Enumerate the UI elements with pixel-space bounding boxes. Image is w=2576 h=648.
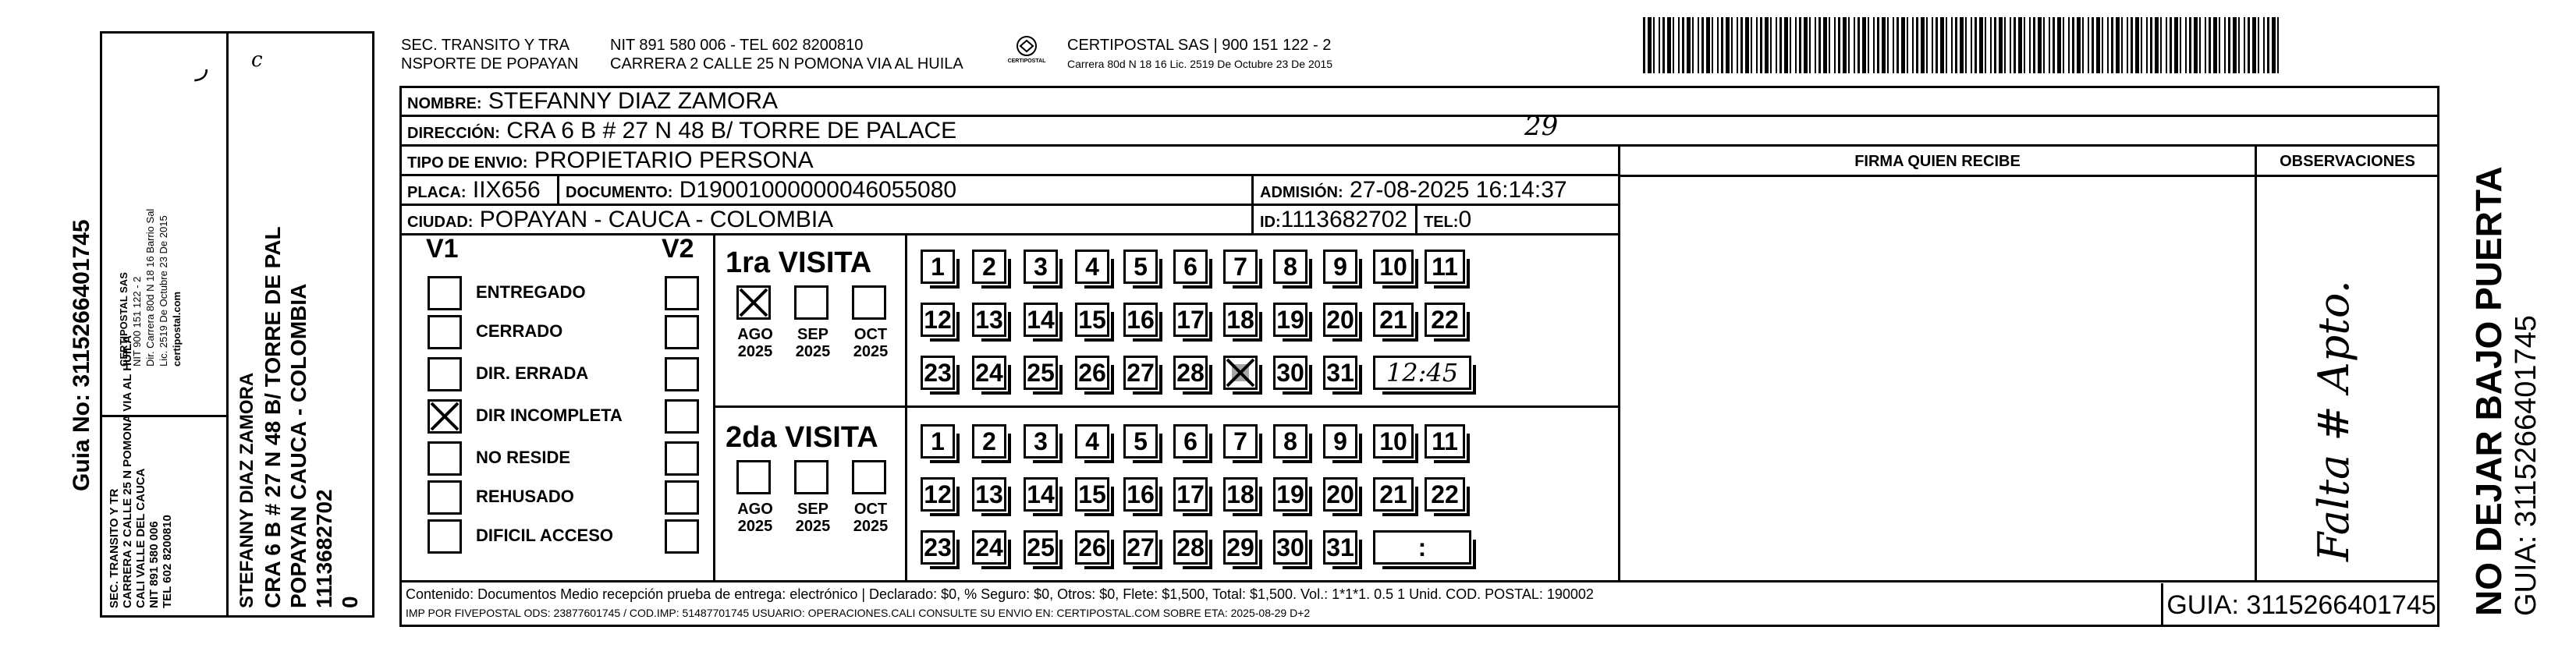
tipo-value: PROPIETARIO PERSONA — [534, 147, 814, 173]
month-checkbox-sep[interactable] — [794, 460, 829, 494]
guia-number-vertical: Guia No: 3115266401745 — [69, 219, 94, 491]
day-cell[interactable]: 15 — [1075, 477, 1109, 512]
status-v1-checkbox[interactable] — [428, 480, 462, 515]
placa-value: IIX656 — [472, 177, 541, 203]
admision-value: 27-08-2025 16:14:37 — [1350, 177, 1567, 203]
day-cell[interactable]: 28 — [1173, 356, 1208, 390]
direccion-value: CRA 6 B # 27 N 48 B/ TORRE DE PALACE — [506, 118, 957, 143]
row-ciudad: CIUDAD: POPAYAN - CAUCA - COLOMBIA ID:1113682702 TEL:0 — [401, 206, 1620, 235]
day-cell[interactable]: 2 — [972, 250, 1006, 284]
month-label: AGO 2025 — [737, 326, 773, 360]
carrier-logo: CERTIPOSTAL — [995, 34, 1058, 70]
status-v2-checkbox[interactable] — [665, 357, 699, 391]
firma-header: FIRMA QUIEN RECIBE — [1620, 148, 2255, 177]
day-cell[interactable]: 5 — [1123, 424, 1158, 459]
day-cell[interactable]: 26 — [1075, 530, 1109, 565]
day-cell[interactable]: 4 — [1075, 250, 1109, 284]
day-cell[interactable]: 30 — [1273, 530, 1308, 565]
footer-line1: Contenido: Documentos Medio recepción prueba de entrega: electrónico | Declarado: $0, % Seguro: $0, Otros: $0, Flete: $1,500, Total: $1,500. Vol.: 1*1*1. 0.5 1 Unid. COD. POSTAL: 190002 — [406, 586, 1594, 602]
status-v2-checkbox[interactable] — [665, 441, 699, 476]
day-cell[interactable]: 27 — [1123, 356, 1158, 390]
stub-sender-block: SEC. TRANSITO Y TR CARRERA 2 CALLE 25 N POMONA VIA AL HUILA CALI VALLE DEL CAUCA NIT 891 580 006 TEL 602 8200810 — [108, 335, 174, 608]
day-cell[interactable]: 6 — [1173, 250, 1208, 284]
status-label: DIFICIL ACCESO — [476, 526, 614, 545]
status-label: DIR INCOMPLETA — [476, 405, 623, 425]
header-nit: NIT 891 580 006 - TEL 602 8200810 CARRERA 2 CALLE 25 N POMONA VIA AL HUILA — [610, 37, 963, 73]
ciudad-value: POPAYAN - CAUCA - COLOMBIA — [479, 207, 834, 232]
day-cell[interactable]: 9 — [1323, 250, 1357, 284]
observacion-handwritten: Falta # Apto. — [2309, 280, 2358, 561]
day-cell[interactable]: 7 — [1223, 250, 1258, 284]
day-cell[interactable]: 25 — [1024, 530, 1058, 565]
day-cell[interactable]: 13 — [972, 303, 1006, 337]
day-cell[interactable]: 15 — [1075, 303, 1109, 337]
day-cell[interactable]: 13 — [972, 477, 1006, 512]
day-cell[interactable]: 14 — [1024, 303, 1058, 337]
day-cell[interactable]: 26 — [1075, 356, 1109, 390]
carrier-logo-icon — [1007, 34, 1046, 58]
status-v2-checkbox[interactable] — [665, 315, 699, 349]
status-v1-checkbox[interactable] — [428, 357, 462, 391]
month-checkbox-oct[interactable] — [852, 285, 886, 320]
status-label: ENTREGADO — [476, 282, 586, 302]
day-cell[interactable]: 25 — [1024, 356, 1058, 390]
day-cell[interactable]: 2 — [972, 424, 1006, 459]
day-cell[interactable]: 19 — [1273, 303, 1308, 337]
form-footer-line — [399, 580, 2439, 582]
day-cell[interactable]: 24 — [972, 356, 1006, 390]
month-label: OCT 2025 — [853, 501, 889, 535]
status-v1-checkbox[interactable] — [428, 276, 462, 310]
day-cell[interactable]: 11 — [1425, 424, 1465, 459]
day-cell[interactable]: 10 — [1373, 250, 1414, 284]
stub-pen-mark-2: c — [251, 48, 263, 72]
day-cell[interactable]: 16 — [1123, 303, 1158, 337]
day-cell[interactable]: 18 — [1223, 303, 1258, 337]
status-v1-checkbox[interactable] — [428, 519, 462, 554]
day-cell[interactable]: 8 — [1273, 424, 1308, 459]
month-checkbox-ago[interactable] — [736, 460, 771, 494]
day-cell[interactable]: 17 — [1173, 303, 1208, 337]
status-v2-checkbox[interactable] — [665, 480, 699, 515]
nombre-value: STEFANNY DIAZ ZAMORA — [488, 88, 779, 114]
status-v1-checkbox[interactable] — [428, 315, 462, 349]
observaciones-header: OBSERVACIONES — [2257, 148, 2438, 177]
row-tipo: TIPO DE ENVIO: PROPIETARIO PERSONA — [401, 147, 1620, 176]
day-cell[interactable]: 31 — [1323, 530, 1357, 565]
header-sender: SEC. TRANSITO Y TRA NSPORTE DE POPAYAN — [401, 37, 579, 73]
day-cell[interactable]: 6 — [1173, 424, 1208, 459]
status-label: NO RESIDE — [476, 448, 571, 467]
day-cell[interactable]: 21 — [1373, 303, 1414, 337]
tel-value: 0 — [1458, 207, 1472, 232]
day-cell[interactable]: 12 — [921, 303, 955, 337]
day-cell[interactable]: 1 — [921, 250, 955, 284]
status-label: CERRADO — [476, 321, 563, 341]
form-divider-obs — [2255, 145, 2257, 582]
day-cell[interactable]: 5 — [1123, 250, 1158, 284]
day-cell[interactable]: 12 — [921, 477, 955, 512]
status-label: DIR. ERRADA — [476, 363, 589, 383]
day-cell[interactable]: 24 — [972, 530, 1006, 565]
day-cell[interactable]: 22 — [1425, 303, 1465, 337]
stub-carrier-block: CERTIPOSTAL SAS NIT 900 151 122 - 2 Dir. Carrera 80d N 18 16 Barrio Sal Lic. 2519 De Octubre 23 De 2015 certipostal.com — [118, 208, 183, 366]
visita2-title: 2da VISITA — [726, 421, 878, 454]
stub-divider — [226, 31, 229, 618]
day-cell[interactable]: 23 — [921, 530, 955, 565]
side-warning: NO DEJAR BAJO PUERTA GUIA: 3115266401745 — [2468, 166, 2542, 616]
month-divider — [905, 235, 907, 580]
v1-label: V1 — [426, 234, 459, 264]
day-cell[interactable]: 30 — [1273, 356, 1308, 390]
footer-guia: GUIA: 3115266401745 — [2161, 583, 2439, 627]
barcode — [1643, 17, 2283, 73]
day-cell[interactable]: 21 — [1373, 477, 1414, 512]
day-cell[interactable]: 16 — [1123, 477, 1158, 512]
day-cell[interactable]: 3 — [1024, 250, 1058, 284]
day-cell[interactable]: 10 — [1373, 424, 1414, 459]
direccion-handwritten: 29 — [1524, 111, 1559, 142]
row-nombre: NOMBRE: STEFANNY DIAZ ZAMORA — [401, 87, 2439, 117]
visita-divider — [713, 405, 1618, 408]
day-cell[interactable]: 20 — [1323, 303, 1357, 337]
day-cell[interactable]: 3 — [1024, 424, 1058, 459]
status-label: REHUSADO — [476, 487, 574, 506]
day-cell[interactable]: 29 — [1223, 530, 1258, 565]
day-cell[interactable]: 27 — [1123, 530, 1158, 565]
id-value: 1113682702 — [1280, 207, 1408, 232]
day-cell[interactable]: 7 — [1223, 424, 1258, 459]
month-label: OCT 2025 — [853, 326, 889, 360]
stub-recipient-block: STEFANNY DIAZ ZAMORA CRA 6 B # 27 N 48 B/ TORRE DE PAL POPAYAN CAUCA - COLOMBIA 1113682702 0 — [236, 226, 362, 608]
day-cell[interactable]: 19 — [1273, 477, 1308, 512]
day-cell[interactable]: 31 — [1323, 356, 1357, 390]
status-v2-checkbox[interactable] — [665, 276, 699, 310]
month-label: AGO 2025 — [737, 501, 773, 535]
stub-pen-mark: ر — [197, 55, 208, 82]
month-label: SEP 2025 — [795, 326, 831, 360]
day-cell[interactable]: 23 — [921, 356, 955, 390]
month-checkbox-oct[interactable] — [852, 460, 886, 494]
day-cell[interactable]: : — [1373, 530, 1471, 565]
status-v2-checkbox[interactable] — [665, 399, 699, 434]
day-cell[interactable] — [1223, 356, 1258, 390]
day-cell[interactable]: 22 — [1425, 477, 1465, 512]
day-cell[interactable]: 14 — [1024, 477, 1058, 512]
visita1-title: 1ra VISITA — [726, 246, 872, 279]
month-checkbox-sep[interactable] — [794, 285, 829, 320]
day-cell[interactable]: 11 — [1425, 250, 1465, 284]
row-placa: PLACA: IIX656 DOCUMENTO: D19001000000046055080 ADMISIÓN: 27-08-2025 16:14:37 — [401, 176, 1620, 206]
status-v1-checkbox[interactable] — [428, 441, 462, 476]
status-v2-checkbox[interactable] — [665, 519, 699, 554]
day-cell[interactable]: 17 — [1173, 477, 1208, 512]
header-carrier: CERTIPOSTAL SAS | 900 151 122 - 2 Carrera 80d N 18 16 Lic. 2519 De Octubre 23 De 2015 — [1067, 37, 1333, 70]
day-cell[interactable]: 1 — [921, 424, 955, 459]
v2-label: V2 — [662, 234, 694, 264]
documento-value: D19001000000046055080 — [679, 177, 957, 203]
day-cell[interactable]: 9 — [1323, 424, 1357, 459]
footer-line2: IMP POR FIVEPOSTAL ODS: 23877601745 / COD.IMP: 51487701745 USUARIO: OPERACIONES.CALI CONSULTE SU ENVIO EN: CERTIPOSTAL.COM SOBRE ETA: 2025-08-29 D+2 — [406, 607, 1311, 619]
month-label: SEP 2025 — [795, 501, 831, 535]
row-direccion: DIRECCIÓN: CRA 6 B # 27 N 48 B/ TORRE DE PALACE 29 — [401, 117, 2439, 147]
day-cell[interactable]: 4 — [1075, 424, 1109, 459]
day-cell[interactable]: 18 — [1223, 477, 1258, 512]
day-cell[interactable]: 8 — [1273, 250, 1308, 284]
day-cell[interactable]: 28 — [1173, 530, 1208, 565]
month-checkbox-ago[interactable] — [736, 285, 771, 320]
day-cell[interactable]: 12:45 — [1373, 356, 1471, 390]
day-cell[interactable]: 20 — [1323, 477, 1357, 512]
status-v1-checkbox[interactable] — [428, 399, 462, 434]
